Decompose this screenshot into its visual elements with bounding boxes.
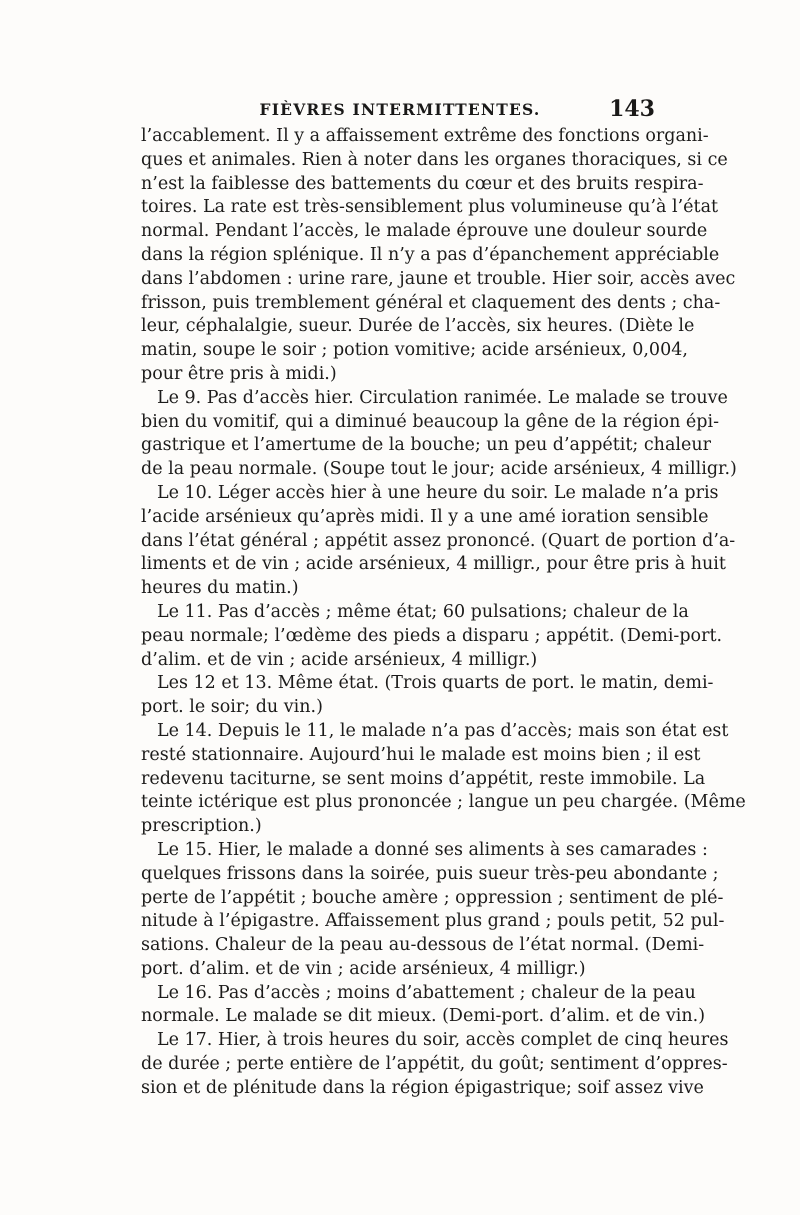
text-line: Le 9. Pas d’accès hier. Circulation ranimée. Le malade se trouve — [157, 387, 728, 408]
text-line: leur, céphalalgie, sueur. Durée de l’accès, six heures. (Diète le — [141, 316, 695, 337]
text-line: normal. Pendant l’accès, le malade éprouve une douleur sourde — [141, 221, 708, 242]
text-line: sations. Chaleur de la peau au-dessous de l’état normal. (Demi- — [141, 935, 705, 956]
text-line: n’est la faiblesse des battements du cœur et des bruits respira- — [141, 173, 704, 194]
text-line: dans l’état général ; appétit assez prononcé. (Quart de portion d’a- — [141, 530, 736, 551]
text-line: pour être pris à midi.) — [141, 363, 337, 384]
text-line: liments et de vin ; acide arsénieux, 4 milligr., pour être pris à huit — [141, 554, 726, 575]
text-line: normale. Le malade se dit mieux. (Demi-port. d’alim. et de vin.) — [141, 1006, 706, 1027]
text-line: Le 16. Pas d’accès ; moins d’abattement ; chaleur de la peau — [157, 982, 696, 1003]
text-line: bien du vomitif, qui a diminué beaucoup la gêne de la région épi- — [141, 411, 719, 432]
text-line: redevenu taciturne, se sent moins d’appétit, reste immobile. La — [141, 768, 706, 789]
text-line: peau normale; l’œdème des pieds a disparu ; appétit. (Demi-port. — [141, 625, 723, 646]
text-line: heures du matin.) — [141, 578, 299, 599]
text-line: de la peau normale. (Soupe tout le jour; acide arsénieux, 4 milligr.) — [141, 459, 737, 480]
text-line: Le 15. Hier, le malade a donné ses aliments à ses camarades : — [157, 839, 708, 860]
text-line: gastrique et l’amertume de la bouche; un peu d’appétit; chaleur — [141, 435, 711, 456]
text-line: toires. La rate est très-sensiblement plus volumineuse qu’à l’état — [141, 197, 719, 218]
text-line: l’acide arsénieux qu’après midi. Il y a une amé ioration sensible — [141, 506, 709, 527]
text-line: prescription.) — [141, 816, 262, 837]
text-line: ques et animales. Rien à noter dans les organes thoraciques, si ce — [141, 149, 728, 170]
text-line: resté stationnaire. Aujourd’hui le malade est moins bien ; il est — [141, 744, 701, 765]
text-line: port. le soir; du vin.) — [141, 697, 323, 718]
page-number: 143 — [609, 96, 655, 122]
text-line: teinte ictérique est plus prononcée ; langue un peu chargée. (Même — [141, 792, 746, 813]
body-text — [141, 125, 746, 1101]
text-line: l’accablement. Il y a affaissement extrême des fonctions organi- — [141, 126, 709, 146]
running-head — [141, 96, 659, 126]
text-line: Le 17. Hier, à trois heures du soir, accès complet de cinq heures — [157, 1030, 729, 1051]
text-line: perte de l’appétit ; bouche amère ; oppression ; sentiment de plé- — [141, 887, 724, 908]
text-line: nitude à l’épigastre. Affaissement plus grand ; pouls petit, 52 pul- — [141, 911, 725, 932]
text-line: dans l’abdomen : urine rare, jaune et trouble. Hier soir, accès avec — [141, 268, 736, 289]
text-line: Le 14. Depuis le 11, le malade n’a pas d’accès; mais son état est — [157, 720, 729, 741]
text-line: quelques frissons dans la soirée, puis sueur très-peu abondante ; — [141, 863, 719, 884]
text-line: de durée ; perte entière de l’appétit, du goût; sentiment d’oppres- — [141, 1054, 728, 1075]
text-line: Le 11. Pas d’accès ; même état; 60 pulsations; chaleur de la — [157, 601, 689, 622]
running-title: FIÈVRES INTERMITTENTES. — [259, 100, 541, 119]
text-line: matin, soupe le soir ; potion vomitive; acide arsénieux, 0,004, — [141, 340, 688, 361]
text-line: frisson, puis tremblement général et claquement des dents ; cha- — [141, 292, 721, 313]
text-line: Le 10. Léger accès hier à une heure du soir. Le malade n’a pris — [157, 482, 719, 503]
text-line: Les 12 et 13. Même état. (Trois quarts de port. le matin, demi- — [157, 673, 714, 694]
text-line: d’alim. et de vin ; acide arsénieux, 4 milligr.) — [141, 649, 538, 670]
text-line: port. d’alim. et de vin ; acide arsénieux, 4 milligr.) — [141, 958, 586, 979]
text-line: sion et de plénitude dans la région épigastrique; soif assez vive — [141, 1077, 704, 1098]
text-line: dans la région splénique. Il n’y a pas d’épanchement appréciable — [141, 244, 720, 265]
